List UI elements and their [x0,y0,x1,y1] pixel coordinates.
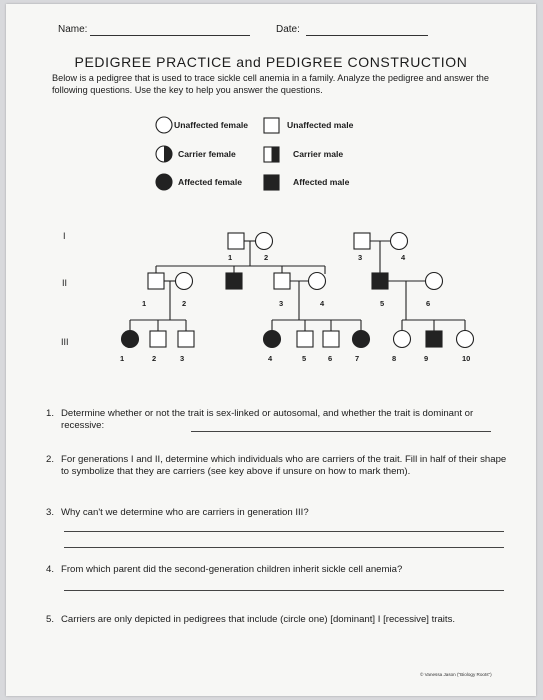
date-label: Date: [276,24,300,35]
gen3-number-2: 2 [152,354,157,363]
pedigree-chart [6,4,536,384]
gen2-number-3: 3 [279,299,284,308]
gen2-number-5: 5 [380,299,385,308]
gen3-individual-5-male[interactable] [297,331,313,347]
question-5-text: Carriers are only depicted in pedigrees that include (circle one) [dominant] I [recessive] traits. [61,614,456,625]
gen1-individual-1-male[interactable] [228,233,244,249]
gen3-number-6: 6 [328,354,333,363]
key-label-unaffected-female: Unaffected female [174,120,249,130]
gen1-individual-4-female[interactable] [391,233,408,250]
gen3-number-8: 8 [392,354,397,363]
key-label-carrier-male: Carrier male [293,149,344,159]
generation-label-i: I [63,231,66,241]
gen3-individual-9-male[interactable] [426,331,442,347]
gen2-number-1: 1 [142,299,147,308]
gen3-individual-6-male[interactable] [323,331,339,347]
name-label: Name: [58,24,88,35]
gen1-number-1: 1 [228,253,233,262]
key-label-affected-female: Affected female [178,177,242,187]
key-label-affected-male: Affected male [293,177,350,187]
gen3-individual-1-female[interactable] [122,331,139,348]
gen3-individual-2-male[interactable] [150,331,166,347]
gen2-number-6: 6 [426,299,431,308]
question-1-number: 1. [46,408,55,419]
question-3-number: 3. [46,507,55,518]
generation-label-ii: II [62,278,68,288]
generation-label-iii: III [61,337,69,347]
question-3-text: Why can't we determine who are carriers in generation III? [61,507,309,518]
gen2-number-2: 2 [182,299,187,308]
question-4-answer-line[interactable] [64,590,504,591]
gen3-individual-4-female[interactable] [264,331,281,348]
key-label-carrier-female: Carrier female [178,149,236,159]
gen2-affected-male[interactable] [226,273,242,289]
gen2-number-4: 4 [320,299,325,308]
gen1-individual-2-female[interactable] [256,233,273,250]
gen1-individual-3-male[interactable] [354,233,370,249]
key-label-unaffected-male: Unaffected male [287,120,354,130]
copyright-footer: © Vanessa Jason ("Biology Roots") [420,672,492,677]
gen1-number-4: 4 [401,253,406,262]
gen2-individual-4-female[interactable] [309,273,326,290]
gen3-individual-7-female[interactable] [353,331,370,348]
intro-text: Below is a pedigree that is used to trace sickle cell anemia in a family. Analyze the pedigree and answer the following questions. Use the key to help you answer the questions. [52,73,489,95]
gen3-number-9: 9 [424,354,429,363]
gen3-individual-3-male[interactable] [178,331,194,347]
gen1-number-2: 2 [264,253,269,262]
gen1-number-3: 3 [358,253,363,262]
question-3-answer-line-1[interactable] [64,531,504,532]
gen2-individual-5-male[interactable] [372,273,388,289]
gen3-individual-10-female[interactable] [457,331,474,348]
question-4-number: 4. [46,564,55,575]
worksheet-page [6,4,536,696]
gen3-number-4: 4 [268,354,273,363]
question-2-number: 2. [46,454,55,465]
gen3-number-5: 5 [302,354,307,363]
question-1-answer-line[interactable] [191,431,491,432]
gen2-individual-1-male[interactable] [148,273,164,289]
gen3-individual-8-female[interactable] [394,331,411,348]
gen3-number-1: 1 [120,354,125,363]
gen3-number-3: 3 [180,354,185,363]
gen2-individual-6-female[interactable] [426,273,443,290]
question-5-number: 5. [46,614,55,625]
gen3-number-10: 10 [462,354,471,363]
question-1-text: Determine whether or not the trait is sex-linked or autosomal, and whether the trait is dominant or recessive: [61,408,474,431]
question-4-text: From which parent did the second-generation children inherit sickle cell anemia? [61,564,403,575]
gen3-number-7: 7 [355,354,360,363]
gen2-individual-2-female[interactable] [176,273,193,290]
gen2-individual-3-male[interactable] [274,273,290,289]
page-title: PEDIGREE PRACTICE and PEDIGREE CONSTRUCTION [74,54,468,70]
question-3-answer-line-2[interactable] [64,547,504,548]
question-2-text: For generations I and II, determine which individuals who are carriers of the trait. Fill in half of their shape to symbolize that they are carriers (see key above if unsure on how to mark them). [61,454,507,477]
